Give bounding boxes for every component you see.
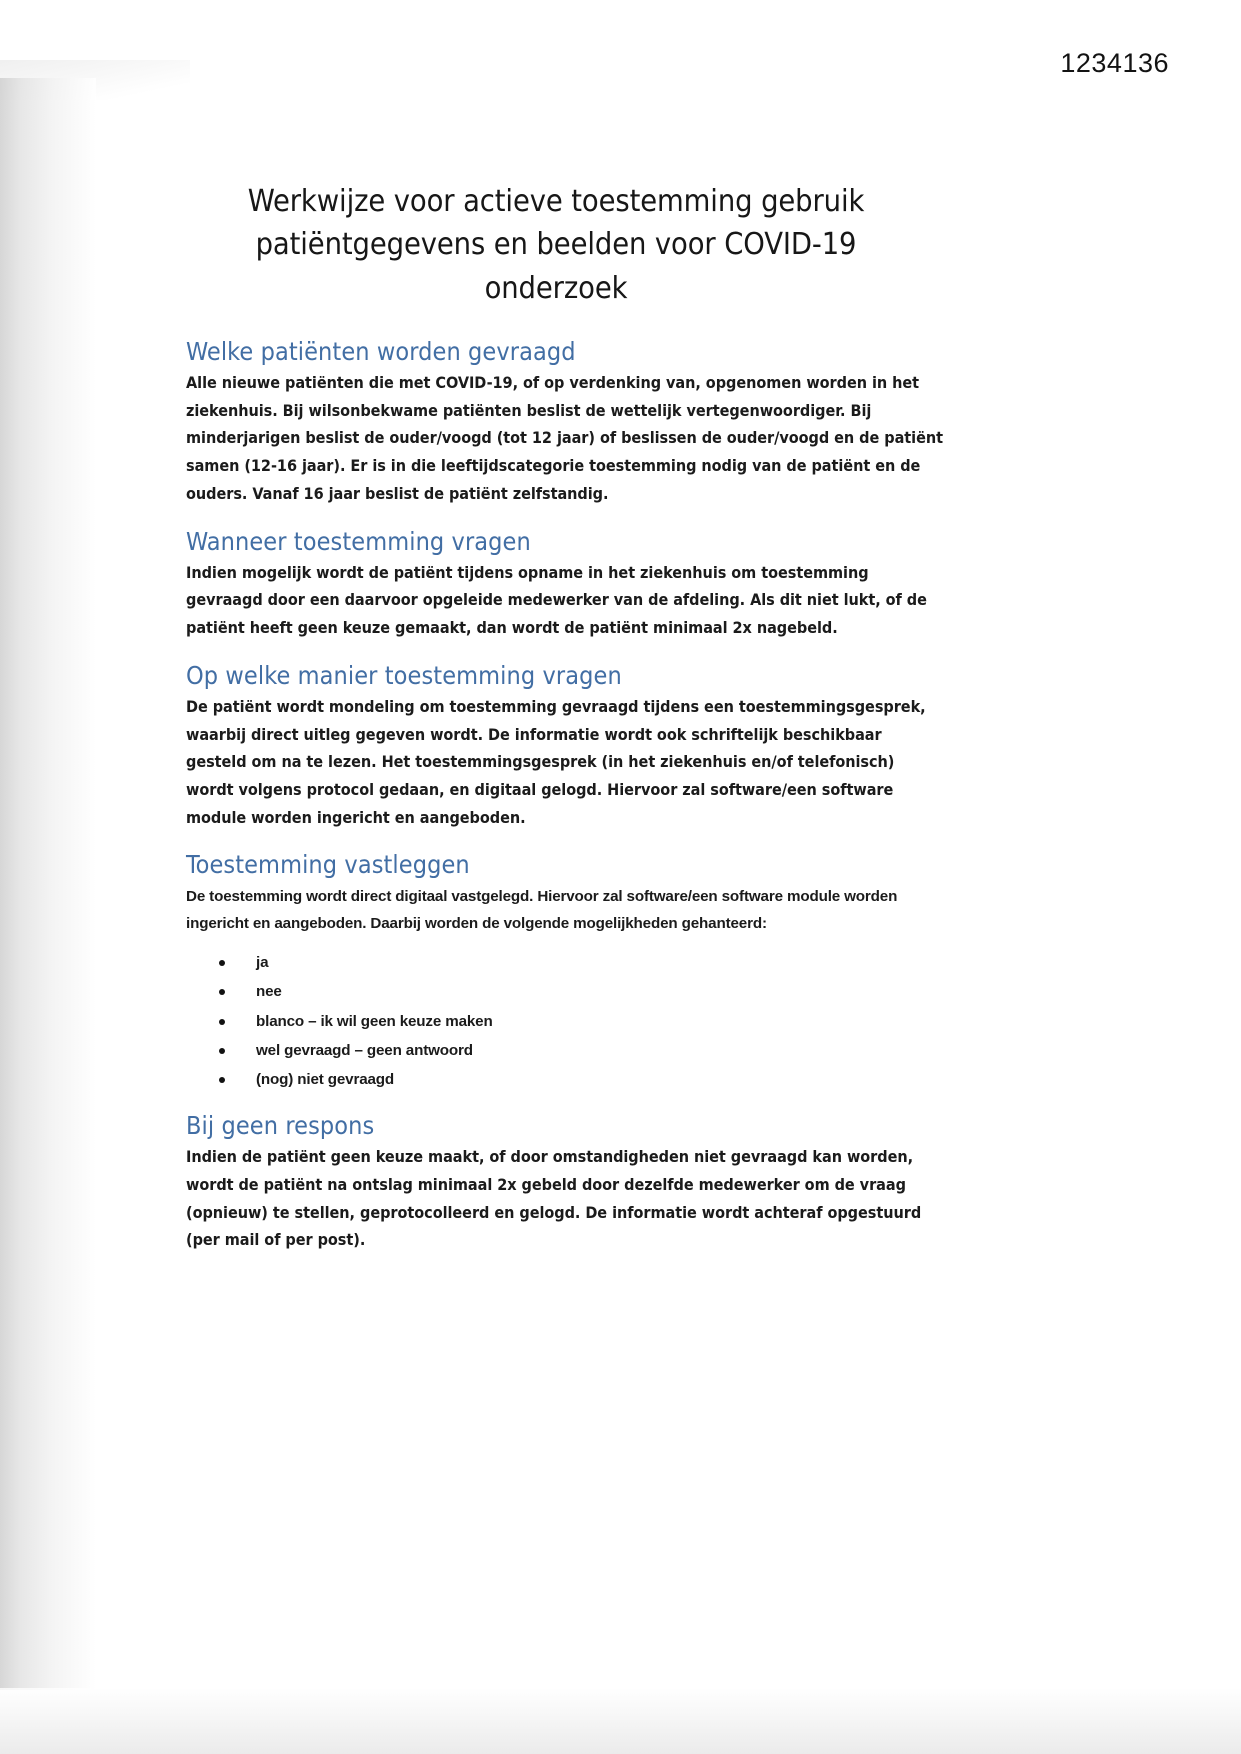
page-number: 1234136 <box>1060 48 1169 78</box>
section-heading-wanneer-toestemming: Wanneer toestemming vragen <box>186 526 531 556</box>
scan-shadow-bottom <box>0 1688 1241 1754</box>
document-title-line-1: Werkwijze voor actieve toestemming gebruik <box>247 184 865 219</box>
bullet-icon <box>219 1077 225 1083</box>
list-item <box>186 1011 946 1034</box>
document-body <box>186 180 946 1256</box>
section-paragraph-toestemming-vastleggen: De toestemming wordt direct digitaal vastgelegd. Hiervoor zal software/een software module worden ingericht en aangeboden. Daarbij worden de volgende mogelijkheden gehanteerd: <box>186 887 898 933</box>
section-paragraph-op-welke-manier: De patiënt wordt mondeling om toestemming gevraagd tijdens een toestemmingsgesprek, waarbij direct uitleg gegeven wordt. De informatie wordt ook schriftelijk beschikbaar gesteld om na te lezen. Het toestemmingsgesprek (in het ziekenhuis en/of telefonisch) wordt volgens protocol gedaan, en digitaal gelogd. Hiervoor zal software/een software module worden ingericht en aangeboden. <box>186 697 926 827</box>
section-paragraph-wanneer-toestemming: Indien mogelijk wordt de patiënt tijdens opname in het ziekenhuis om toestemming gevraagd door een daarvoor opgeleide medewerker van de afdeling. Als dit niet lukt, of de patiënt heeft geen keuze gemaakt, dan wordt de patiënt minimaal 2x nagebeld. <box>186 562 927 638</box>
bullet-icon <box>219 1048 225 1054</box>
list-item <box>186 1069 946 1092</box>
list-item-label: blanco – ik wil geen keuze maken <box>256 1012 493 1030</box>
section-heading-toestemming-vastleggen: Toestemming vastleggen <box>186 850 470 880</box>
list-item-label: wel gevraagd – geen antwoord <box>256 1041 473 1059</box>
section-heading-op-welke-manier: Op welke manier toestemming vragen <box>186 660 622 690</box>
list-item <box>186 952 946 975</box>
scan-shadow-left <box>0 78 96 1690</box>
section-paragraph-bij-geen-respons: Indien de patiënt geen keuze maakt, of door omstandigheden niet gevraagd kan worden, wordt de patiënt na ontslag minimaal 2x gebeld door dezelfde medewerker om de vraag (opnieuw) te stellen, geprotocolleerd en gelogd. De informatie wordt achteraf opgestuurd (per mail of per post). <box>186 1147 922 1250</box>
list-item-label: ja <box>256 953 269 971</box>
document-title <box>186 180 926 310</box>
document-title-line-2: patiëntgegevens en beelden voor COVID-19 onderzoek <box>255 227 857 306</box>
consent-options-list <box>186 952 946 1092</box>
list-item <box>186 981 946 1004</box>
section-heading-bij-geen-respons: Bij geen respons <box>186 1110 375 1140</box>
list-item <box>186 1040 946 1063</box>
bullet-icon <box>219 960 225 966</box>
list-item-label: (nog) niet gevraagd <box>256 1071 395 1089</box>
list-item-label: nee <box>256 983 282 1001</box>
section-heading-welke-patienten: Welke patiënten worden gevraagd <box>186 336 576 366</box>
bullet-icon <box>219 989 225 995</box>
bullet-icon <box>219 1019 225 1025</box>
section-paragraph-welke-patienten: Alle nieuwe patiënten die met COVID-19, of op verdenking van, opgenomen worden in het ziekenhuis. Bij wilsonbekwame patiënten beslist de wettelijk vertegenwoordiger. Bij minderjarigen beslist de ouder/voogd (tot 12 jaar) of beslissen de ouder/voogd en de patiënt samen (12-16 jaar). Er is in die leeftijdscategorie toestemming nodig van de patiënt en de ouders. Vanaf 16 jaar beslist de patiënt zelfstandig. <box>186 373 943 503</box>
